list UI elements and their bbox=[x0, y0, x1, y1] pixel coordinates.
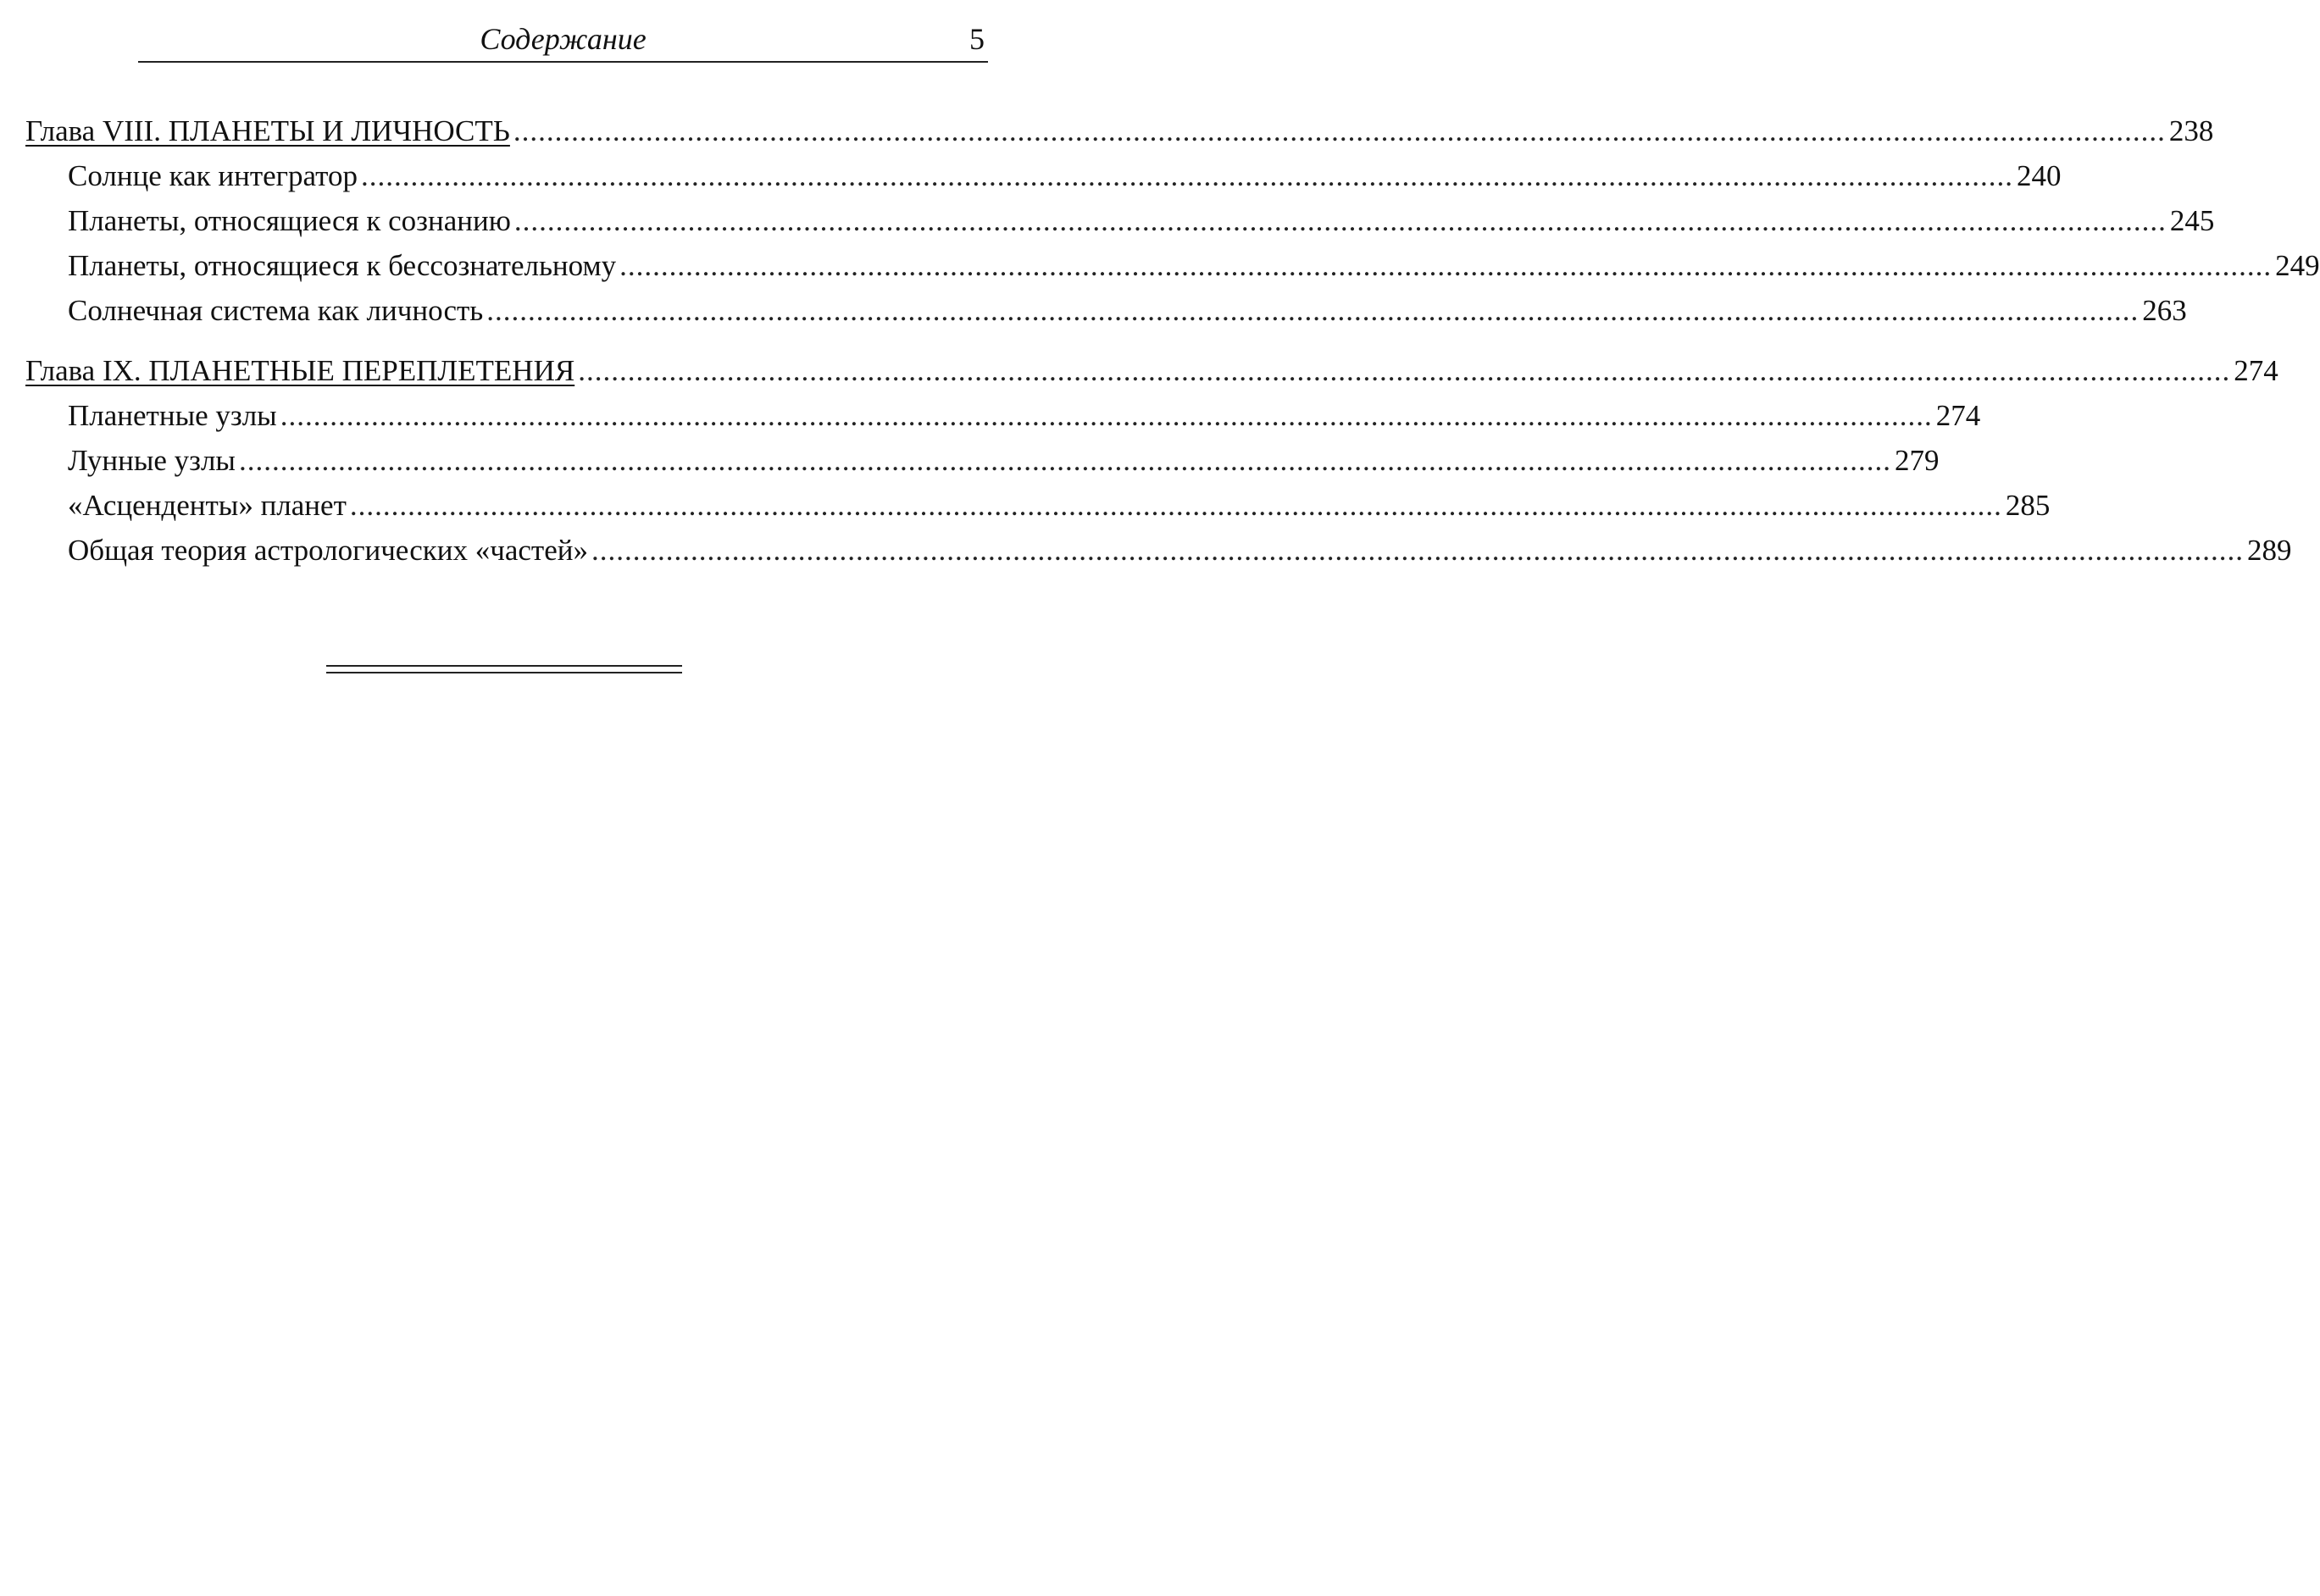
dot-leader: ........................................................................................................................................................................................................ bbox=[619, 249, 2273, 282]
running-title: Содержание bbox=[480, 22, 647, 56]
end-divider-rule bbox=[326, 665, 682, 673]
dot-leader: ........................................................................................................................................................................................................ bbox=[578, 354, 2231, 387]
toc-entry-title: «Асценденты» планет bbox=[68, 489, 347, 522]
running-header bbox=[138, 19, 988, 63]
toc-chapter-9[interactable] bbox=[25, 348, 2278, 393]
toc-entry-title: Глава VIII. ПЛАНЕТЫ И ЛИЧНОСТЬ bbox=[25, 114, 510, 147]
dot-leader: ........................................................................................................................................................................................................ bbox=[238, 444, 1891, 477]
toc-entry-title: Планетные узлы bbox=[68, 399, 277, 432]
toc-chapter-8[interactable] bbox=[25, 108, 2214, 153]
toc-section[interactable] bbox=[25, 153, 2062, 198]
toc-section[interactable] bbox=[25, 483, 2051, 528]
dot-leader: ........................................................................................................................................................................................................ bbox=[349, 489, 2002, 522]
toc-entry-page: 274 bbox=[1935, 399, 1981, 432]
toc-section[interactable] bbox=[25, 198, 2215, 243]
dot-leader: ........................................................................................................................................................................................................ bbox=[360, 159, 2013, 192]
toc-entry-page: 274 bbox=[2234, 354, 2278, 387]
toc-entry-title: Планеты, относящиеся к бессознательному bbox=[68, 249, 617, 282]
toc-entry-page: 279 bbox=[1894, 444, 1940, 477]
toc-entry-page: 263 bbox=[2142, 294, 2187, 327]
dot-leader: ........................................................................................................................................................................................................ bbox=[591, 534, 2244, 567]
toc-entry-title: Солнечная система как личность bbox=[68, 294, 484, 327]
page-number: 5 bbox=[969, 22, 985, 56]
toc-section[interactable] bbox=[25, 393, 1981, 438]
dot-leader: ........................................................................................................................................................................................................ bbox=[513, 114, 2166, 147]
toc-entry-title: Планеты, относящиеся к сознанию bbox=[68, 204, 511, 237]
toc-entry-page: 240 bbox=[2016, 159, 2062, 192]
toc-entry-title: Солнце как интегратор bbox=[68, 159, 358, 192]
dot-leader: ........................................................................................................................................................................................................ bbox=[486, 294, 2140, 327]
toc-entry-title: Глава IX. ПЛАНЕТНЫЕ ПЕРЕПЛЕТЕНИЯ bbox=[25, 354, 575, 387]
table-of-contents bbox=[25, 108, 2320, 573]
toc-entry-page: 285 bbox=[2005, 489, 2051, 522]
toc-entry-page: 289 bbox=[2246, 534, 2292, 567]
toc-entry-page: 238 bbox=[2168, 114, 2214, 147]
toc-section[interactable] bbox=[25, 288, 2187, 333]
toc-section[interactable] bbox=[25, 528, 2292, 573]
dot-leader: ........................................................................................................................................................................................................ bbox=[280, 399, 1933, 432]
dot-leader: ........................................................................................................................................................................................................ bbox=[513, 204, 2167, 237]
toc-entry-title: Общая теория астрологических «частей» bbox=[68, 534, 588, 567]
toc-entry-page: 249 bbox=[2275, 249, 2320, 282]
toc-entry-page: 245 bbox=[2169, 204, 2215, 237]
toc-section[interactable] bbox=[25, 438, 1940, 483]
toc-section[interactable] bbox=[25, 243, 2320, 288]
toc-entry-title: Лунные узлы bbox=[68, 444, 236, 477]
